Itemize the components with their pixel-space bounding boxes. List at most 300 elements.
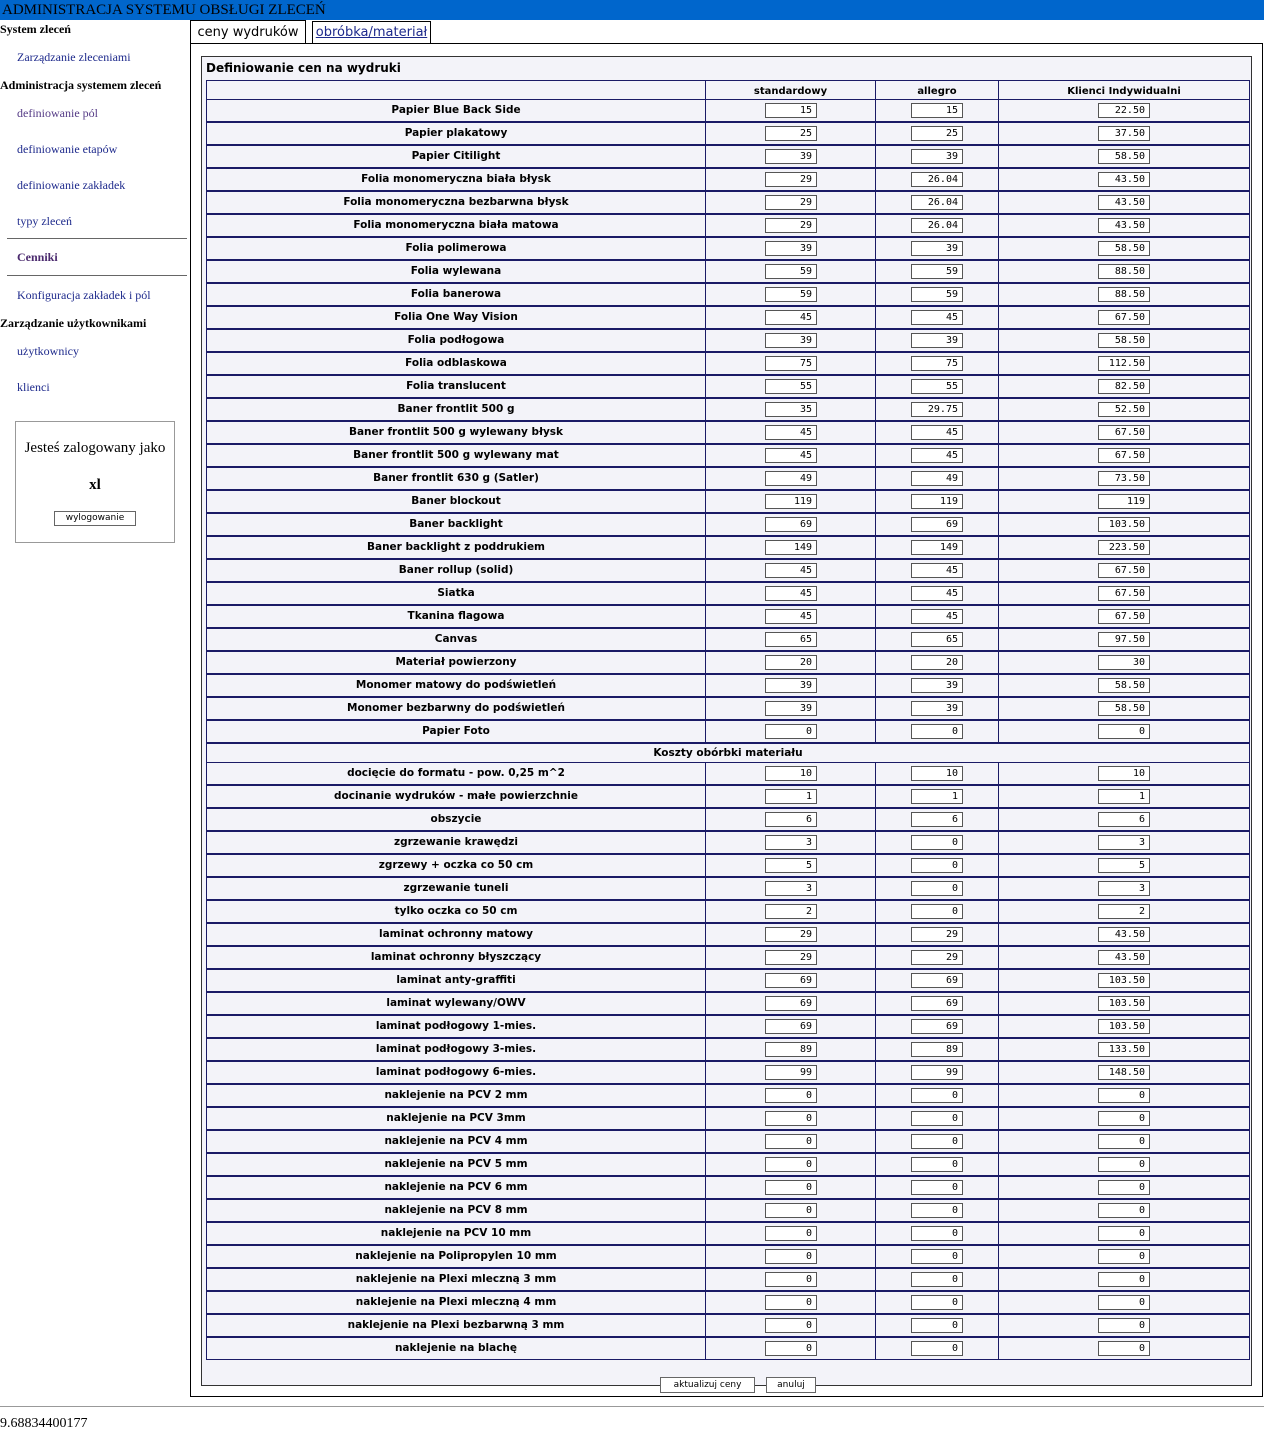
price-individual-input[interactable] bbox=[1098, 471, 1150, 486]
price-cell bbox=[998, 628, 1250, 651]
price-individual-input[interactable] bbox=[1098, 1134, 1150, 1149]
price-standard-input[interactable] bbox=[765, 1134, 817, 1149]
item-name-cell bbox=[206, 831, 706, 854]
price-individual-input[interactable] bbox=[1098, 973, 1150, 988]
price-standard-input[interactable] bbox=[765, 1088, 817, 1103]
column-header-label: Klienci Indywidualni bbox=[1067, 86, 1181, 97]
item-name: zgrzewy + oczka co 50 cm bbox=[378, 859, 534, 871]
price-individual-input[interactable] bbox=[1098, 927, 1150, 942]
price-cell bbox=[705, 467, 876, 490]
price-standard-input[interactable] bbox=[765, 1272, 817, 1287]
price-standard-input[interactable] bbox=[765, 1341, 817, 1356]
price-standard-input[interactable] bbox=[765, 996, 817, 1011]
price-cell bbox=[705, 283, 876, 306]
price-standard-input[interactable] bbox=[765, 563, 817, 578]
price-standard-input[interactable] bbox=[765, 1295, 817, 1310]
price-standard-input[interactable] bbox=[765, 1157, 817, 1172]
item-name: laminat podłogowy 1-mies. bbox=[375, 1020, 537, 1032]
item-name-cell bbox=[206, 923, 706, 946]
price-individual-input[interactable] bbox=[1098, 1341, 1150, 1356]
price-cell bbox=[705, 1107, 876, 1130]
price-individual-input[interactable] bbox=[1098, 264, 1150, 279]
price-cell bbox=[998, 1222, 1250, 1245]
price-cell bbox=[875, 831, 999, 854]
sidebar-item-order-management[interactable]: Zarządzanie zleceniami bbox=[17, 50, 131, 64]
price-standard-input[interactable] bbox=[765, 448, 817, 463]
price-allegro-input[interactable] bbox=[911, 540, 963, 555]
price-standard-input[interactable] bbox=[765, 126, 817, 141]
price-individual-input[interactable] bbox=[1098, 448, 1150, 463]
update-prices-button[interactable]: aktualizuj ceny bbox=[660, 1377, 755, 1393]
price-individual-input[interactable] bbox=[1098, 881, 1150, 896]
item-name-cell bbox=[206, 1084, 706, 1107]
price-standard-input[interactable] bbox=[765, 103, 817, 118]
price-standard-input[interactable] bbox=[765, 1249, 817, 1264]
price-allegro-input[interactable] bbox=[911, 701, 963, 716]
price-cell bbox=[705, 808, 876, 831]
price-cell bbox=[875, 283, 999, 306]
price-cell bbox=[875, 969, 999, 992]
item-name: Monomer bezbarwny do podświetleń bbox=[347, 702, 565, 714]
price-individual-input[interactable] bbox=[1098, 1272, 1150, 1287]
item-name: Folia polimerowa bbox=[405, 242, 507, 254]
sidebar-item-pricelists[interactable]: Cenniki bbox=[17, 250, 58, 264]
price-allegro-input[interactable] bbox=[911, 724, 963, 739]
price-individual-input[interactable] bbox=[1098, 1318, 1150, 1333]
price-individual-input[interactable] bbox=[1098, 812, 1150, 827]
price-cell bbox=[705, 329, 876, 352]
price-cell bbox=[875, 697, 999, 720]
item-name: zgrzewanie krawędzi bbox=[394, 836, 518, 848]
price-allegro-input[interactable] bbox=[911, 678, 963, 693]
price-cell bbox=[998, 605, 1250, 628]
price-individual-input[interactable] bbox=[1098, 724, 1150, 739]
price-individual-input[interactable] bbox=[1098, 858, 1150, 873]
price-allegro-input[interactable] bbox=[911, 973, 963, 988]
price-row bbox=[206, 329, 1250, 352]
price-individual-input[interactable] bbox=[1098, 1088, 1150, 1103]
price-row bbox=[206, 651, 1250, 674]
tab-print-prices[interactable]: ceny wydruków bbox=[190, 20, 306, 44]
price-allegro-input[interactable] bbox=[911, 1111, 963, 1126]
price-cell bbox=[875, 237, 999, 260]
price-standard-input[interactable] bbox=[765, 333, 817, 348]
price-allegro-input[interactable] bbox=[911, 766, 963, 781]
login-username: xl bbox=[89, 477, 101, 493]
item-name: Folia banerowa bbox=[410, 288, 502, 300]
price-cell bbox=[705, 992, 876, 1015]
price-standard-input[interactable] bbox=[765, 379, 817, 394]
price-allegro-input[interactable] bbox=[911, 1341, 963, 1356]
price-cell bbox=[705, 237, 876, 260]
price-cell bbox=[705, 605, 876, 628]
price-allegro-input[interactable] bbox=[911, 1318, 963, 1333]
price-individual-input[interactable] bbox=[1098, 632, 1150, 647]
price-allegro-input[interactable] bbox=[911, 241, 963, 256]
price-individual-input[interactable] bbox=[1098, 586, 1150, 601]
price-row bbox=[206, 992, 1250, 1015]
price-cell bbox=[705, 122, 876, 145]
sidebar-item-clients[interactable]: klienci bbox=[17, 380, 50, 394]
price-standard-input[interactable] bbox=[765, 950, 817, 965]
item-name-cell bbox=[206, 398, 706, 421]
item-name: Baner frontlit 500 g wylewany błysk bbox=[348, 426, 564, 438]
price-standard-input[interactable] bbox=[765, 1019, 817, 1034]
item-name: Folia monomeryczna bezbarwna błysk bbox=[343, 196, 569, 208]
price-row bbox=[206, 1130, 1250, 1153]
price-individual-input[interactable] bbox=[1098, 904, 1150, 919]
price-allegro-input[interactable] bbox=[911, 287, 963, 302]
price-standard-input[interactable] bbox=[765, 310, 817, 325]
item-name: zgrzewanie tuneli bbox=[403, 882, 509, 894]
price-allegro-input[interactable] bbox=[911, 1203, 963, 1218]
item-name-cell bbox=[206, 306, 706, 329]
logout-button[interactable]: wylogowanie bbox=[54, 511, 136, 526]
price-individual-input[interactable] bbox=[1098, 126, 1150, 141]
item-name: obszycie bbox=[430, 813, 482, 825]
price-row bbox=[206, 1061, 1250, 1084]
price-standard-input[interactable] bbox=[765, 1111, 817, 1126]
price-cell bbox=[998, 99, 1250, 122]
sidebar-item-order-types[interactable]: typy zleceń bbox=[17, 214, 72, 228]
item-name-cell bbox=[206, 1291, 706, 1314]
price-allegro-input[interactable] bbox=[911, 103, 963, 118]
price-standard-input[interactable] bbox=[765, 789, 817, 804]
price-cell bbox=[875, 674, 999, 697]
sidebar-item-tab-config[interactable]: Konfiguracja zakładek i pól bbox=[17, 288, 151, 302]
item-name-cell bbox=[206, 992, 706, 1015]
price-individual-input[interactable] bbox=[1098, 425, 1150, 440]
price-allegro-input[interactable] bbox=[911, 310, 963, 325]
item-name: naklejenie na Plexi mleczną 4 mm bbox=[355, 1296, 557, 1308]
price-allegro-input[interactable] bbox=[911, 812, 963, 827]
price-allegro-input[interactable] bbox=[911, 356, 963, 371]
price-allegro-input[interactable] bbox=[911, 1019, 963, 1034]
price-cell bbox=[705, 1268, 876, 1291]
price-cell bbox=[875, 122, 999, 145]
price-allegro-input[interactable] bbox=[911, 517, 963, 532]
item-name-cell bbox=[206, 99, 706, 122]
item-name: Folia monomeryczna biała błysk bbox=[361, 173, 551, 185]
price-standard-input[interactable] bbox=[765, 724, 817, 739]
price-individual-input[interactable] bbox=[1098, 310, 1150, 325]
price-standard-input[interactable] bbox=[765, 904, 817, 919]
item-name-cell bbox=[206, 1199, 706, 1222]
price-cell bbox=[875, 1176, 999, 1199]
price-individual-input[interactable] bbox=[1098, 950, 1150, 965]
item-name: Baner frontlit 500 g wylewany mat bbox=[353, 449, 559, 461]
price-standard-input[interactable] bbox=[765, 678, 817, 693]
price-standard-input[interactable] bbox=[765, 973, 817, 988]
price-allegro-input[interactable] bbox=[911, 1295, 963, 1310]
price-standard-input[interactable] bbox=[765, 881, 817, 896]
item-name: laminat ochronny matowy bbox=[378, 928, 534, 940]
price-row bbox=[206, 605, 1250, 628]
price-allegro-input[interactable] bbox=[911, 1065, 963, 1080]
price-standard-input[interactable] bbox=[765, 1203, 817, 1218]
price-standard-input[interactable] bbox=[765, 471, 817, 486]
item-name: naklejenie na PCV 6 mm bbox=[384, 1181, 528, 1193]
price-allegro-input[interactable] bbox=[911, 379, 963, 394]
price-individual-input[interactable] bbox=[1098, 1180, 1150, 1195]
price-allegro-input[interactable] bbox=[911, 858, 963, 873]
price-individual-input[interactable] bbox=[1098, 1111, 1150, 1126]
price-cell bbox=[705, 674, 876, 697]
price-allegro-input[interactable] bbox=[911, 904, 963, 919]
price-allegro-input[interactable] bbox=[911, 586, 963, 601]
price-individual-input[interactable] bbox=[1098, 1065, 1150, 1080]
price-individual-input[interactable] bbox=[1098, 149, 1150, 164]
price-cell bbox=[875, 467, 999, 490]
item-name: naklejenie na PCV 10 mm bbox=[380, 1227, 532, 1239]
price-allegro-input[interactable] bbox=[911, 494, 963, 509]
price-standard-input[interactable] bbox=[765, 402, 817, 417]
price-allegro-input[interactable] bbox=[911, 1134, 963, 1149]
price-cell bbox=[875, 605, 999, 628]
price-standard-input[interactable] bbox=[765, 701, 817, 716]
price-standard-input[interactable] bbox=[765, 609, 817, 624]
price-standard-input[interactable] bbox=[765, 927, 817, 942]
price-allegro-input[interactable] bbox=[911, 996, 963, 1011]
sidebar-item-define-fields[interactable]: definiowanie pól bbox=[17, 106, 98, 120]
price-allegro-input[interactable] bbox=[911, 1249, 963, 1264]
price-row bbox=[206, 808, 1250, 831]
price-individual-input[interactable] bbox=[1098, 1203, 1150, 1218]
item-name: Folia odblaskowa bbox=[405, 357, 507, 369]
price-standard-input[interactable] bbox=[765, 241, 817, 256]
price-individual-input[interactable] bbox=[1098, 333, 1150, 348]
price-cell bbox=[998, 674, 1250, 697]
price-cell bbox=[998, 877, 1250, 900]
price-standard-input[interactable] bbox=[765, 264, 817, 279]
price-standard-input[interactable] bbox=[765, 356, 817, 371]
price-allegro-input[interactable] bbox=[911, 1226, 963, 1241]
item-name-cell bbox=[206, 490, 706, 513]
price-individual-input[interactable] bbox=[1098, 1295, 1150, 1310]
price-cell bbox=[705, 214, 876, 237]
price-standard-input[interactable] bbox=[765, 632, 817, 647]
sidebar-section-users: Zarządzanie użytkownikami bbox=[0, 316, 147, 330]
tab-processing-material[interactable] bbox=[312, 21, 431, 44]
price-individual-input[interactable] bbox=[1098, 1157, 1150, 1172]
price-cell bbox=[705, 1061, 876, 1084]
price-allegro-input[interactable] bbox=[911, 881, 963, 896]
item-name-cell bbox=[206, 651, 706, 674]
item-name: Monomer matowy do podświetleń bbox=[355, 679, 557, 691]
price-individual-input[interactable] bbox=[1098, 1226, 1150, 1241]
price-standard-input[interactable] bbox=[765, 655, 817, 670]
price-cell bbox=[875, 398, 999, 421]
price-standard-input[interactable] bbox=[765, 766, 817, 781]
price-individual-input[interactable] bbox=[1098, 356, 1150, 371]
price-standard-input[interactable] bbox=[765, 858, 817, 873]
price-row bbox=[206, 1268, 1250, 1291]
price-cell bbox=[998, 946, 1250, 969]
price-standard-input[interactable] bbox=[765, 218, 817, 233]
price-individual-input[interactable] bbox=[1098, 766, 1150, 781]
sidebar-item-define-tabs[interactable]: definiowanie zakładek bbox=[17, 178, 126, 192]
price-cell bbox=[705, 1199, 876, 1222]
price-allegro-input[interactable] bbox=[911, 402, 963, 417]
price-standard-input[interactable] bbox=[765, 287, 817, 302]
price-cell bbox=[875, 1130, 999, 1153]
login-caption: Jesteś zalogowany jako bbox=[24, 440, 166, 456]
price-individual-input[interactable] bbox=[1098, 1042, 1150, 1057]
price-standard-input[interactable] bbox=[765, 425, 817, 440]
price-individual-input[interactable] bbox=[1098, 494, 1150, 509]
price-individual-input[interactable] bbox=[1098, 172, 1150, 187]
item-name: Folia podłogowa bbox=[407, 334, 505, 346]
price-individual-input[interactable] bbox=[1098, 241, 1150, 256]
item-name: laminat podłogowy 3-mies. bbox=[375, 1043, 537, 1055]
price-allegro-input[interactable] bbox=[911, 264, 963, 279]
item-name: Baner blockout bbox=[411, 495, 501, 507]
price-allegro-input[interactable] bbox=[911, 149, 963, 164]
price-cell bbox=[705, 260, 876, 283]
price-allegro-input[interactable] bbox=[911, 218, 963, 233]
price-standard-input[interactable] bbox=[765, 1065, 817, 1080]
price-allegro-input[interactable] bbox=[911, 789, 963, 804]
price-allegro-input[interactable] bbox=[911, 1272, 963, 1287]
price-allegro-input[interactable] bbox=[911, 927, 963, 942]
price-individual-input[interactable] bbox=[1098, 678, 1150, 693]
price-allegro-input[interactable] bbox=[911, 1042, 963, 1057]
price-cell bbox=[705, 99, 876, 122]
item-name: Folia One Way Vision bbox=[394, 311, 518, 323]
price-standard-input[interactable] bbox=[765, 835, 817, 850]
price-allegro-input[interactable] bbox=[911, 1088, 963, 1103]
item-name-cell bbox=[206, 969, 706, 992]
price-row bbox=[206, 99, 1250, 122]
price-allegro-input[interactable] bbox=[911, 471, 963, 486]
price-cell bbox=[998, 854, 1250, 877]
price-allegro-input[interactable] bbox=[911, 563, 963, 578]
price-individual-input[interactable] bbox=[1098, 789, 1150, 804]
item-name: Baner backlight bbox=[409, 518, 503, 530]
price-individual-input[interactable] bbox=[1098, 517, 1150, 532]
price-individual-input[interactable] bbox=[1098, 701, 1150, 716]
price-cell bbox=[998, 467, 1250, 490]
price-individual-input[interactable] bbox=[1098, 218, 1150, 233]
price-cell bbox=[875, 352, 999, 375]
price-cell bbox=[705, 785, 876, 808]
price-individual-input[interactable] bbox=[1098, 540, 1150, 555]
price-allegro-input[interactable] bbox=[911, 632, 963, 647]
price-cell bbox=[998, 831, 1250, 854]
price-standard-input[interactable] bbox=[765, 172, 817, 187]
price-allegro-input[interactable] bbox=[911, 1180, 963, 1195]
price-standard-input[interactable] bbox=[765, 1180, 817, 1195]
price-individual-input[interactable] bbox=[1098, 609, 1150, 624]
price-standard-input[interactable] bbox=[765, 1042, 817, 1057]
price-allegro-input[interactable] bbox=[911, 835, 963, 850]
price-cell bbox=[998, 536, 1250, 559]
price-row bbox=[206, 214, 1250, 237]
price-cell bbox=[875, 214, 999, 237]
price-row bbox=[206, 467, 1250, 490]
item-name: naklejenie na Plexi bezbarwną 3 mm bbox=[347, 1319, 565, 1331]
price-individual-input[interactable] bbox=[1098, 287, 1150, 302]
price-cell bbox=[875, 329, 999, 352]
price-individual-input[interactable] bbox=[1098, 835, 1150, 850]
price-row bbox=[206, 490, 1250, 513]
price-allegro-input[interactable] bbox=[911, 448, 963, 463]
price-standard-input[interactable] bbox=[765, 517, 817, 532]
price-allegro-input[interactable] bbox=[911, 333, 963, 348]
price-allegro-input[interactable] bbox=[911, 655, 963, 670]
item-name: naklejenie na blachę bbox=[394, 1342, 518, 1354]
price-allegro-input[interactable] bbox=[911, 126, 963, 141]
sidebar-section-admin: Administracja systemem zleceń bbox=[0, 78, 162, 92]
tab-panel bbox=[190, 43, 1263, 1397]
price-individual-input[interactable] bbox=[1098, 1249, 1150, 1264]
price-individual-input[interactable] bbox=[1098, 402, 1150, 417]
price-row bbox=[206, 1291, 1250, 1314]
price-allegro-input[interactable] bbox=[911, 950, 963, 965]
item-name: Folia translucent bbox=[406, 380, 506, 392]
item-name-cell bbox=[206, 191, 706, 214]
price-individual-input[interactable] bbox=[1098, 195, 1150, 210]
price-cell bbox=[998, 1015, 1250, 1038]
price-individual-input[interactable] bbox=[1098, 379, 1150, 394]
price-cell bbox=[998, 168, 1250, 191]
price-row bbox=[206, 513, 1250, 536]
price-standard-input[interactable] bbox=[765, 1226, 817, 1241]
price-cell bbox=[875, 900, 999, 923]
price-standard-input[interactable] bbox=[765, 586, 817, 601]
price-cell bbox=[875, 145, 999, 168]
price-standard-input[interactable] bbox=[765, 149, 817, 164]
price-cell bbox=[705, 1222, 876, 1245]
price-individual-input[interactable] bbox=[1098, 103, 1150, 118]
price-standard-input[interactable] bbox=[765, 195, 817, 210]
price-standard-input[interactable] bbox=[765, 494, 817, 509]
price-cell bbox=[705, 1291, 876, 1314]
item-name: Materiał powierzony bbox=[395, 656, 517, 668]
price-individual-input[interactable] bbox=[1098, 1019, 1150, 1034]
price-individual-input[interactable] bbox=[1098, 563, 1150, 578]
item-name-cell bbox=[206, 1153, 706, 1176]
price-standard-input[interactable] bbox=[765, 812, 817, 827]
price-individual-input[interactable] bbox=[1098, 996, 1150, 1011]
price-standard-input[interactable] bbox=[765, 540, 817, 555]
price-allegro-input[interactable] bbox=[911, 195, 963, 210]
price-allegro-input[interactable] bbox=[911, 425, 963, 440]
price-cell bbox=[998, 808, 1250, 831]
price-allegro-input[interactable] bbox=[911, 172, 963, 187]
title-bar bbox=[0, 0, 1264, 20]
price-cell bbox=[705, 444, 876, 467]
cancel-button[interactable]: anuluj bbox=[766, 1377, 816, 1393]
price-individual-input[interactable] bbox=[1098, 655, 1150, 670]
price-cell bbox=[998, 1084, 1250, 1107]
item-name: Folia monomeryczna biała matowa bbox=[353, 219, 559, 231]
sidebar-item-define-stages[interactable]: definiowanie etapów bbox=[17, 142, 118, 156]
price-standard-input[interactable] bbox=[765, 1318, 817, 1333]
sidebar-item-users[interactable]: użytkownicy bbox=[17, 344, 79, 358]
price-cell bbox=[875, 1245, 999, 1268]
price-cell bbox=[998, 375, 1250, 398]
price-cell bbox=[705, 1153, 876, 1176]
price-allegro-input[interactable] bbox=[911, 1157, 963, 1172]
item-name: naklejenie na Polipropylen 10 mm bbox=[355, 1250, 557, 1262]
item-name-cell bbox=[206, 877, 706, 900]
price-cell bbox=[998, 1176, 1250, 1199]
price-cell bbox=[875, 444, 999, 467]
price-cell bbox=[875, 1061, 999, 1084]
price-allegro-input[interactable] bbox=[911, 609, 963, 624]
item-name: Papier Blue Back Side bbox=[391, 104, 521, 116]
